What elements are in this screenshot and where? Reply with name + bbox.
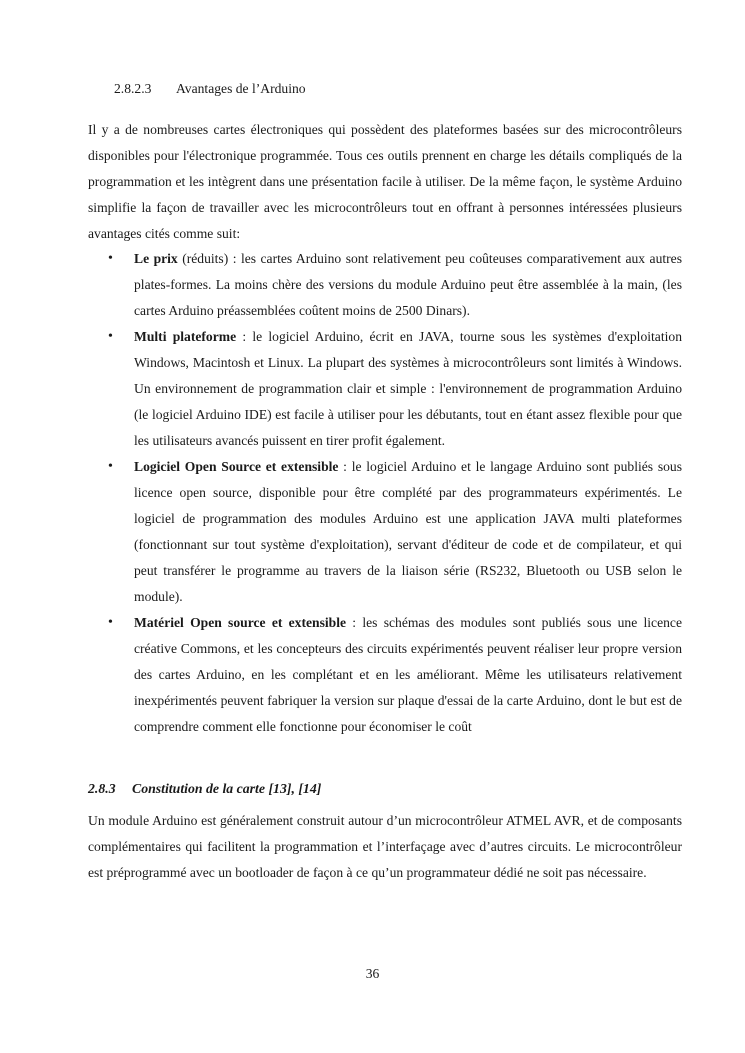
section-number: 2.8.3 [88,781,116,796]
bullet-icon: • [108,329,113,344]
advantage-text: : le logiciel Arduino et le langage Arduino sont publiés sous licence open source, disponible pour être complété par des programmateurs expérimentés. Le logiciel de programmation des modules Arduino est une application JAVA multi plateformes (fonctionnant sur tout système d'exploitation), servant d'éditeur de code et de compilateur, et qui peut transférer le programme au travers de la liaison série (RS232, Bluetooth ou USB selon le module). [134,459,682,604]
advantages-list [88,246,682,740]
advantage-term: Matériel Open source et extensible [134,615,347,630]
bullet-icon: • [108,251,113,266]
list-item [88,246,682,324]
advantage-text: : le logiciel Arduino, écrit en JAVA, tourne sous les systèmes d'exploitation Windows, Macintosh et Linux. La plupart des systèmes à microcontrôleurs sont limités à Windows. Un environnement de programmation clair et simple : l'environnement de programmation Arduino (le logiciel Arduino IDE) est facile à utiliser pour les débutants, tout en étant assez flexible pour que les utilisateurs avancés puissent en tirer profit également. [134,329,682,448]
bullet-icon: • [108,615,113,630]
body-paragraph: Un module Arduino est généralement construit autour d’un microcontrôleur ATMEL AVR, et de composants complémentaires qui facilitent la programmation et l’interfaçage avec d’autres circuits. Le microcontrôleur est préprogrammé avec un bootloader de façon à ce qu’un programmateur dédié ne soit pas nécessaire. [88,813,682,880]
advantage-term: Multi plateforme [134,329,237,344]
advantage-term: Le prix [134,251,178,266]
list-item [88,454,682,610]
section-title: Constitution de la carte [13], [14] [132,781,322,796]
bullet-icon: • [108,459,113,474]
advantage-text: (réduits) : les cartes Arduino sont relativement peu coûteuses comparativement aux autres plates-formes. La moins chère des versions du module Arduino peut être assemblée à la main, (les cartes Arduino préassemblées coûtent moins de 2500 Dinars). [134,251,682,318]
advantage-text: : les schémas des modules sont publiés sous une licence créative Commons, et les concepteurs des circuits expérimentés peuvent réaliser leur propre version des cartes Arduino, en les complétant et en les améliorant. Même les utilisateurs relativement inexpérimentés peuvent fabriquer la version sur plaque d'essai de la carte Arduino, dont le but est de comprendre comment elle fonctionne pour économiser le coût [134,615,682,734]
advantage-term: Logiciel Open Source et extensible [134,459,339,474]
subsection-heading [114,80,306,98]
intro-paragraph: Il y a de nombreuses cartes électroniques qui possèdent des plateformes basées sur des microcontrôleurs disponibles pour l'électronique programmée. Tous ces outils prennent en charge les détails compliqués de la programmation et les intègrent dans une présentation facile à utiliser. De la même façon, le système Arduino simplifie la façon de travailler avec les microcontrôleurs tout en offrant à personnes intéressées plusieurs avantages cités comme suit: [88,122,682,241]
list-item [88,324,682,454]
page-number: 36 [365,966,380,981]
subsection-title: Avantages de l’Arduino [176,81,306,96]
subsection-number: 2.8.2.3 [114,81,152,96]
list-item [88,610,682,740]
section-heading [88,779,321,799]
